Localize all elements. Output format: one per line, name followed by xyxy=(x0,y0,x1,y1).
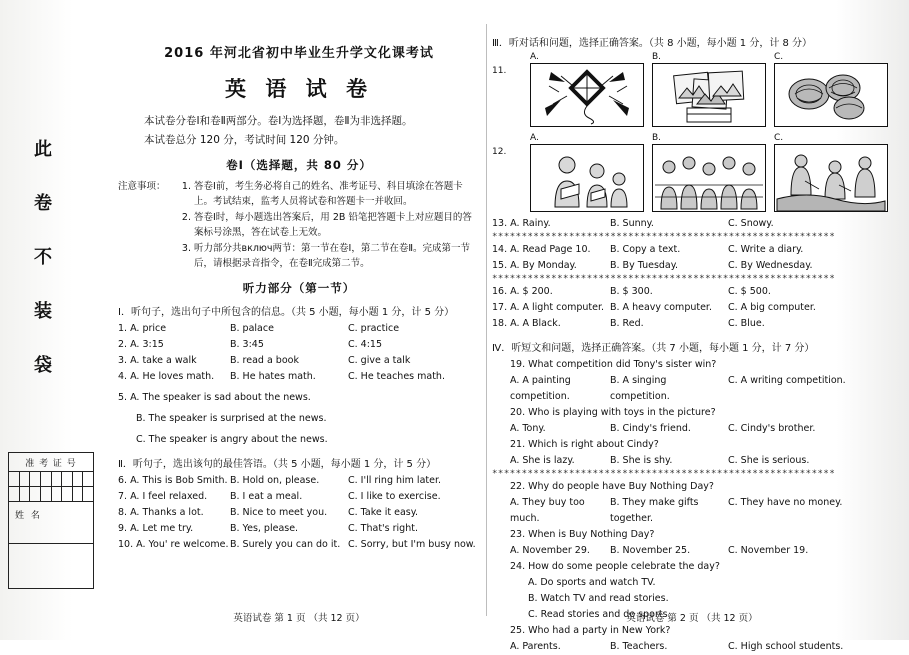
question-row xyxy=(118,337,480,353)
question-option-c: C. $ 500. xyxy=(728,286,771,297)
question-23-stem: 23. When is Buy Nothing Day? xyxy=(510,529,655,540)
question-22-options xyxy=(492,495,892,527)
question-option-b: B. Surely you can do it. xyxy=(230,539,341,550)
question-19-options xyxy=(492,373,892,405)
question-option-b: B. palace xyxy=(230,323,274,334)
question-option-a: 8. A. Thanks a lot. xyxy=(118,507,204,518)
question-option-b: B. I eat a meal. xyxy=(230,491,303,502)
question-option-a: 16. A. $ 200. xyxy=(492,286,553,297)
question-option-b: B. Sunny. xyxy=(610,218,654,229)
question-option-c: C. November 19. xyxy=(728,545,809,556)
option-label-a: A. xyxy=(530,133,539,143)
question-option-b: B. Red. xyxy=(610,318,644,329)
question-option-a: 13. A. Rainy. xyxy=(492,218,551,229)
question-row xyxy=(118,537,480,553)
intro-line-2: 本试卷总分 120 分，考试时间 120 分钟。 xyxy=(144,134,345,146)
question-option-b: B. $ 300. xyxy=(610,286,653,297)
question-option-a: A. Tony. xyxy=(510,423,546,434)
question-20-options xyxy=(492,421,892,437)
question-row xyxy=(492,216,892,232)
vertical-char-1: 此 xyxy=(34,139,52,160)
option-b-picture xyxy=(652,133,766,212)
crowd-market-icon xyxy=(653,145,765,211)
question-option-b: B. She is shy. xyxy=(610,455,673,466)
part-4-instruction: Ⅳ．听短文和问题，选择正确答案。（共 7 小题，每小题 1 分，计 7 分） xyxy=(492,343,815,354)
question-option-b: B. Teachers. xyxy=(610,641,668,652)
question-option-c: C. give a talk xyxy=(348,355,411,366)
question-row xyxy=(118,353,480,369)
question-row xyxy=(492,284,892,300)
question-option-c: C. A writing competition. xyxy=(728,375,846,386)
question-option-c: C. Blue. xyxy=(728,318,765,329)
question-option-c: C. I'll ring him later. xyxy=(348,475,442,486)
question-option-c: C. A big computer. xyxy=(728,302,816,313)
picture-frame-garden-work xyxy=(774,144,888,212)
part-3-instruction: Ⅲ．听对话和问题，选择正确答案。（共 8 小题，每小题 1 分，计 8 分） xyxy=(492,38,813,49)
option-label-c: C. xyxy=(774,52,784,62)
question-5-option-c: C. The speaker is angry about the news. xyxy=(136,434,328,445)
question-option-a: A. They buy too much. xyxy=(510,497,585,524)
kite-drawing-icon xyxy=(531,64,643,126)
exam-notes xyxy=(118,179,480,272)
vertical-char-4: 装 xyxy=(34,301,52,322)
note-item: 1. 答卷Ⅰ前，考生务必将自己的姓名、准考证号、科目填涂在答题卡上。考试结束，监考人员将试卷和答题卡一并收回。 xyxy=(194,179,480,209)
question-option-a: 9. A. Let me try. xyxy=(118,523,194,534)
option-label-c: C. xyxy=(774,133,784,143)
option-b-picture xyxy=(652,52,766,127)
option-a-picture xyxy=(530,52,644,127)
question-option-b: B. A singing competition. xyxy=(610,375,670,402)
question-row xyxy=(492,300,892,316)
listening-section-heading: 听力部分（第一节） xyxy=(242,281,356,295)
question-24-option-c: C. Read stories and do sports. xyxy=(528,609,671,620)
question-row xyxy=(118,489,480,505)
photo-stack-icon xyxy=(653,64,765,126)
vertical-warning-text xyxy=(26,130,60,400)
left-margin-band xyxy=(0,0,110,640)
question-22-stem: 22. Why do people have Buy Nothing Day? xyxy=(510,481,714,492)
question-option-b: B. Copy a text. xyxy=(610,244,681,255)
question-24-stem: 24. How do some people celebrate the day? xyxy=(510,561,720,572)
picture-frame-crowd xyxy=(652,144,766,212)
question-option-b: B. He hates math. xyxy=(230,371,316,382)
vertical-char-5: 袋 xyxy=(34,355,52,376)
subject-title: 英 语 试 卷 xyxy=(225,77,373,101)
question-option-c: C. She is serious. xyxy=(728,455,810,466)
question-option-a: A. November 29. xyxy=(510,545,590,556)
question-option-a: 1. A. price xyxy=(118,323,167,334)
option-c-picture xyxy=(774,133,888,212)
picture-frame-photos xyxy=(652,63,766,127)
question-option-b: B. By Tuesday. xyxy=(610,260,679,271)
option-label-b: B. xyxy=(652,133,662,143)
question-option-c: C. By Wednesday. xyxy=(728,260,813,271)
question-option-c: C. Cindy's brother. xyxy=(728,423,816,434)
section-1-heading: 卷Ⅰ（选择题，共 80 分） xyxy=(226,158,372,172)
option-c-picture xyxy=(774,52,888,127)
picture-frame-reading-family xyxy=(530,144,644,212)
question-24-option-a: A. Do sports and watch TV. xyxy=(528,577,656,588)
page-title: 2016 年河北省初中毕业生升学文化课考试 xyxy=(164,46,434,61)
question-option-a: 6. A. This is Bob Smith. xyxy=(118,475,228,486)
page2-footer: 英语试卷 第 2 页 （共 12 页） xyxy=(626,613,758,624)
name-field-label: 姓 名 xyxy=(9,501,93,527)
question-row xyxy=(492,242,892,258)
question-5-option-b: B. The speaker is surprised at the news. xyxy=(136,413,327,424)
question-option-a: 4. A. He loves math. xyxy=(118,371,215,382)
page1-footer: 英语试卷 第 1 页 （共 12 页） xyxy=(233,613,365,624)
question-option-a: 15. A. By Monday. xyxy=(492,260,577,271)
question-option-b: B. read a book xyxy=(230,355,299,366)
question-option-a: A. She is lazy. xyxy=(510,455,575,466)
part-1-instruction: Ⅰ．听句子，选出句子中所包含的信息。（共 5 小题，每小题 1 分，计 5 分） xyxy=(118,307,455,318)
question-option-c: C. Write a diary. xyxy=(728,244,804,255)
question-24-option-b: B. Watch TV and read stories. xyxy=(528,593,669,604)
notes-label: 注意事项： xyxy=(118,181,166,192)
question-option-c: C. practice xyxy=(348,323,400,334)
intro-line-1: 本试卷分卷Ⅰ和卷Ⅱ两部分。卷Ⅰ为选择题，卷Ⅱ为非选择题。 xyxy=(144,115,413,127)
question-option-b: B. A heavy computer. xyxy=(610,302,712,313)
question-option-a: 2. A. 3:15 xyxy=(118,339,164,350)
question-20-stem: 20. Who is playing with toys in the picture? xyxy=(510,407,716,418)
question-19-stem: 19. What competition did Tony's sister win? xyxy=(510,359,717,370)
vertical-char-2: 卷 xyxy=(34,193,52,214)
question-option-a: 18. A. A Black. xyxy=(492,318,561,329)
question-option-a: 7. A. I feel relaxed. xyxy=(118,491,208,502)
question-option-c: C. Snowy. xyxy=(728,218,774,229)
separator-stars: ********************************************************** xyxy=(492,232,836,242)
question-21-stem: 21. Which is right about Cindy? xyxy=(510,439,659,450)
question-option-c: C. I like to exercise. xyxy=(348,491,441,502)
exam-id-grid-row-2 xyxy=(9,486,93,501)
question-option-b: B. They make gifts together. xyxy=(610,497,699,524)
question-12-picture-options xyxy=(492,133,892,212)
question-option-b: B. November 25. xyxy=(610,545,691,556)
question-option-b: B. Cindy's friend. xyxy=(610,423,691,434)
question-23-options xyxy=(492,543,892,559)
question-5-option-a: 5. A. The speaker is sad about the news. xyxy=(118,392,311,403)
question-option-c: C. They have no money. xyxy=(728,497,843,508)
page-divider xyxy=(486,24,487,616)
option-label-b: B. xyxy=(652,52,662,62)
question-option-a: A. A painting competition. xyxy=(510,375,571,402)
family-reading-icon xyxy=(531,145,643,211)
exam-id-box xyxy=(8,452,94,544)
picture-frame-kite xyxy=(530,63,644,127)
question-11-picture-options xyxy=(492,52,892,127)
separator-stars: ********************************************************** xyxy=(492,469,836,479)
option-a-picture xyxy=(530,133,644,212)
question-11-number: 11. xyxy=(492,66,507,76)
picture-frame-food xyxy=(774,63,888,127)
question-option-c: C. 4:15 xyxy=(348,339,383,350)
separator-stars: ********************************************************** xyxy=(492,274,836,284)
question-row xyxy=(492,258,892,274)
dumpling-food-icon xyxy=(775,64,887,126)
gardening-icon xyxy=(775,145,887,211)
question-option-b: B. Nice to meet you. xyxy=(230,507,328,518)
question-option-c: C. Take it easy. xyxy=(348,507,419,518)
question-option-c: C. High school students. xyxy=(728,641,844,652)
question-row xyxy=(118,521,480,537)
exam-id-label: 准 考 证 号 xyxy=(25,459,77,469)
note-item: 2. 答卷Ⅰ时，每小题选出答案后，用 2B 铅笔把答题卡上对应题目的答案标号涂黑，答在试卷上无效。 xyxy=(194,210,480,240)
id-box-tail xyxy=(8,542,94,589)
question-option-b: B. Yes, please. xyxy=(230,523,299,534)
question-12-number: 12. xyxy=(492,147,507,157)
question-option-c: C. He teaches math. xyxy=(348,371,445,382)
question-option-a: 14. A. Read Page 10. xyxy=(492,244,591,255)
vertical-char-3: 不 xyxy=(34,247,52,268)
question-row xyxy=(118,505,480,521)
question-21-options xyxy=(492,453,892,469)
page1-column xyxy=(118,30,480,610)
option-label-a: A. xyxy=(530,52,539,62)
note-item: 3. 听力部分共включ两节：第一节在卷Ⅰ，第二节在卷Ⅱ。完成第一节后，请根据录音指令，在卷Ⅱ完成第二节。 xyxy=(194,241,480,271)
question-option-a: 3. A. take a walk xyxy=(118,355,197,366)
question-25-stem: 25. Who had a party in New York? xyxy=(510,625,671,636)
question-row xyxy=(118,473,480,489)
question-row xyxy=(118,321,480,337)
question-option-a: 10. A. You' re welcome. xyxy=(118,539,229,550)
question-option-b: B. Hold on, please. xyxy=(230,475,320,486)
part-2-instruction: Ⅱ．听句子，选出该句的最佳答语。（共 5 小题，每小题 1 分，计 5 分） xyxy=(118,459,437,470)
question-row xyxy=(492,316,892,332)
question-option-b: B. 3:45 xyxy=(230,339,264,350)
question-25-options xyxy=(492,639,892,655)
question-option-c: C. Sorry, but I'm busy now. xyxy=(348,539,476,550)
question-option-a: A. Parents. xyxy=(510,641,561,652)
question-option-c: C. That's right. xyxy=(348,523,418,534)
exam-id-grid-row-1 xyxy=(9,471,93,486)
question-option-a: 17. A. A light computer. xyxy=(492,302,605,313)
question-row xyxy=(118,369,480,385)
